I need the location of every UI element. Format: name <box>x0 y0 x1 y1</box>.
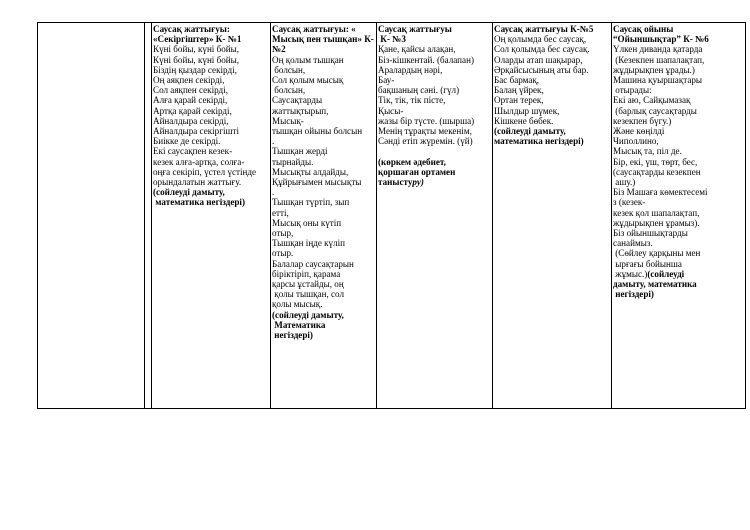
table-row <box>38 23 746 409</box>
exercise-text: Оң қолым тышқан болсын, Сол қолым мысық болсын, Саусақтарды жаттықтырып, Мысық- тышқан ойыны болсын . Тышқан жерді тырнайды. Мысықты алдайды, Құйрығымен мысықты . Тышқан түртіп, зып етті, Мысық оны күтіп отыр, Тышқан іңде күліп отыр. Балалар саусақтарын біріктіріп, қарама қарсы ұстайды, оң қолы тышқан, сол қолы мысық. <box>272 54 363 310</box>
exercise-text: Оң қолымда бес саусақ, Сол қолымда бес саусақ. Оларды атап шақырар, Әрқайсысының аты бар. Бас бармақ, Балаң үйрек, Ортан терек, Шылдыр шүмек, Кішкене бөбек. <box>494 34 590 126</box>
exercise-title: Саусақ ойыны “Ойыншықтар” К- №6 <box>613 24 709 45</box>
exercise-cell-1 <box>152 23 271 409</box>
exercise-text: Күні бойы, күні бойы, Күні бойы, күні бойы, Біздің қыздар секірді, Оң аяқпен секірді, Сол аяқпен секірді, Алға қарай секірді, Артқа қарай секірді, Айналдыра секірді, Айналдыра секіргішті Биікке де секірді. Екі саусақпен кезек- кезек алға-артқа, солға- оңға секіріп, үстел үстінде орындалатын жаттығу. <box>153 44 257 188</box>
exercise-title: Саусақ жаттығуы: «Секіргіштер» К- №1 <box>153 24 242 45</box>
exercise-note: (сойлеуді дамыту, Математика негіздері) <box>272 309 344 341</box>
empty-cell-narrow <box>145 23 152 409</box>
exercise-note-tail: ру) <box>412 177 424 188</box>
exercise-note: (сойлеуді дамыту, математика негіздері) <box>494 126 584 147</box>
exercise-note: (көркем әдебиет, қоршаған ортамен танысту <box>378 156 456 188</box>
exercise-cell-5 <box>493 23 612 409</box>
exercise-cell-3 <box>377 23 493 409</box>
exercise-cell-2 <box>271 23 377 409</box>
exercise-title: Саусақ жаттығуы К-№5 <box>494 24 594 34</box>
exercise-title: Саусақ жаттығуы К- №3 <box>378 24 452 45</box>
exercise-title: Саусақ жаттығуы: « Мысық пен тышқан» К- №2 <box>272 24 377 55</box>
activities-table <box>37 22 746 409</box>
exercise-text: Қане, қайсы алақан, Біз-кішкентай. (балапан) Аралардың нәрі, Бау- бақшаның сәні. (гүл) Тік, тік, тік пісте, Қысы- жазы бір түсте. (шырша) Менің тұрақты мекенім, Сәнді етіп жүремін. (үй) <box>378 44 475 147</box>
empty-cell-left <box>38 23 145 409</box>
exercise-note: (сойлеуді дамыту, математика негіздері) <box>613 268 697 300</box>
exercise-text: Үлкен диванда қатарда (Кезекпен шапалақтап, жұдырықпен ұрады.) Машина қуыршақтары отырады: Екі аю, Сайқымазақ (барлық саусақтарды кезекпен бүгу.) Және көңілді Чиполлино, Мысық та, піл де. Бір, екі, үш, төрт, бес, (саусақтарды кезекпен ашу.) Біз Машаға көмектесемі з (кезек- кезек қол шапалақтап, жұдырықпен ұрамыз). Біз ойыншықтарды санаймыз. (Сөйлеу қарқыны мен ырғағы бойынша жұмыс.) <box>613 44 708 279</box>
exercise-note: (сойлеуді дамыту, математика негіздері) <box>153 187 245 208</box>
exercise-cell-6 <box>612 23 746 409</box>
